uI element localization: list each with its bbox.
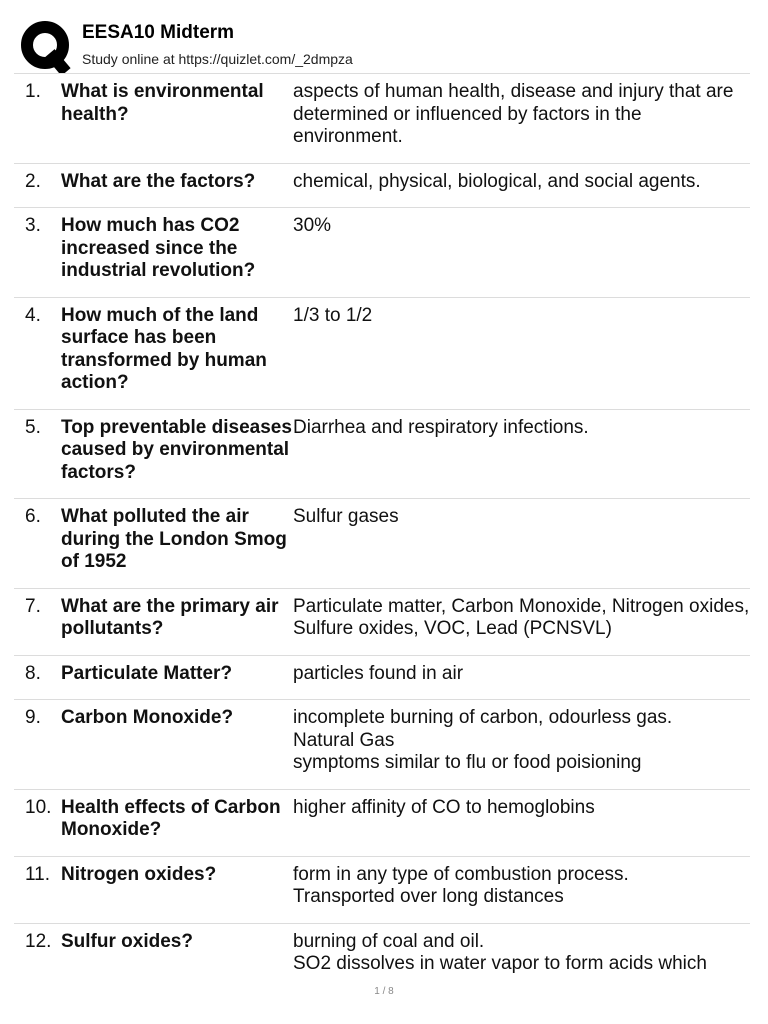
card-definition <box>293 305 750 395</box>
definition-line: Sulfur gases <box>293 506 399 527</box>
card-term: How much of the land surface has been transformed by human action? <box>61 304 267 393</box>
card-definition <box>293 506 750 574</box>
card-definition <box>293 596 750 641</box>
definition-line: incomplete burning of carbon, odourless gas. <box>293 707 673 728</box>
card-row <box>14 857 750 924</box>
card-term: Nitrogen oxides? <box>61 863 217 885</box>
definition-line: particles found in air <box>293 662 464 684</box>
definition-line: burning of coal and oil. <box>293 930 485 952</box>
definition-line: Transported over long distances <box>293 886 564 907</box>
card-row <box>14 298 750 410</box>
card-row <box>14 589 750 656</box>
card-row <box>14 656 750 701</box>
card-number: 3. <box>25 215 41 236</box>
card-number: 6. <box>25 506 41 527</box>
card-definition <box>293 797 750 842</box>
definition-line: higher affinity of CO to hemoglobins <box>293 796 595 818</box>
card-number: 8. <box>25 662 41 684</box>
card-row <box>14 700 750 790</box>
card-term: Particulate Matter? <box>61 662 233 684</box>
card-definition <box>293 215 750 283</box>
card-row <box>14 208 750 298</box>
definition-line: Diarrhea and respiratory infections. <box>293 416 589 438</box>
card-term: How much has CO2 increased since the industrial revolution? <box>61 215 256 281</box>
document-title: EESA10 Midterm <box>82 22 235 43</box>
card-term: What are the primary air pollutants? <box>61 595 279 639</box>
definition-line: 1/3 to 1/2 <box>293 304 373 326</box>
card-term: Carbon Monoxide? <box>61 707 234 728</box>
card-term: Sulfur oxides? <box>61 930 193 952</box>
definition-line: SO2 dissolves in water vapor to form acids which <box>293 953 707 974</box>
quizlet-logo-icon <box>20 20 72 74</box>
definition-line: form in any type of combustion process. <box>293 863 629 885</box>
card-number: 4. <box>25 304 41 326</box>
card-number: 10. <box>25 796 52 818</box>
definition-line: symptoms similar to flu or food poisioning <box>293 752 642 773</box>
card-definition <box>293 864 750 909</box>
card-number: 12. <box>25 930 52 952</box>
card-definition <box>293 171 750 194</box>
study-link-text: Study online at https://quizlet.com/_2dmpza <box>82 51 353 67</box>
card-definition <box>293 663 750 686</box>
definition-line: chemical, physical, biological, and social agents. <box>293 170 701 192</box>
card-term: What polluted the air during the London Smog of 1952 <box>61 506 287 572</box>
card-number: 11. <box>25 863 51 885</box>
card-definition <box>293 931 750 976</box>
card-number: 5. <box>25 416 41 438</box>
card-number: 7. <box>25 595 41 617</box>
card-row <box>14 164 750 209</box>
definition-line: 30% <box>293 215 332 236</box>
card-row <box>14 74 750 164</box>
card-row <box>14 924 750 990</box>
card-row <box>14 790 750 857</box>
definition-line: Natural Gas <box>293 729 395 751</box>
definition-line: aspects of human health, disease and injury that are determined or influenced by factors in the environment. <box>293 81 734 147</box>
card-term: Health effects of Carbon Monoxide? <box>61 796 281 840</box>
card-number: 1. <box>25 81 41 102</box>
card-definition <box>293 81 750 149</box>
card-number: 2. <box>25 170 41 192</box>
card-row <box>14 410 750 500</box>
header <box>0 0 768 74</box>
card-definition <box>293 707 750 775</box>
page-number: 1 / 8 <box>374 986 394 997</box>
card-term: What are the factors? <box>61 170 256 192</box>
definition-line: Particulate matter, Carbon Monoxide, Nitrogen oxides, Sulfure oxides, VOC, Lead (PCNSVL) <box>293 595 750 639</box>
flashcard-list <box>14 74 750 990</box>
card-number: 9. <box>25 707 41 728</box>
card-term: Top preventable diseases caused by environmental factors? <box>61 416 292 483</box>
card-term: What is environmental health? <box>61 81 264 125</box>
card-row <box>14 499 750 589</box>
card-definition <box>293 417 750 485</box>
